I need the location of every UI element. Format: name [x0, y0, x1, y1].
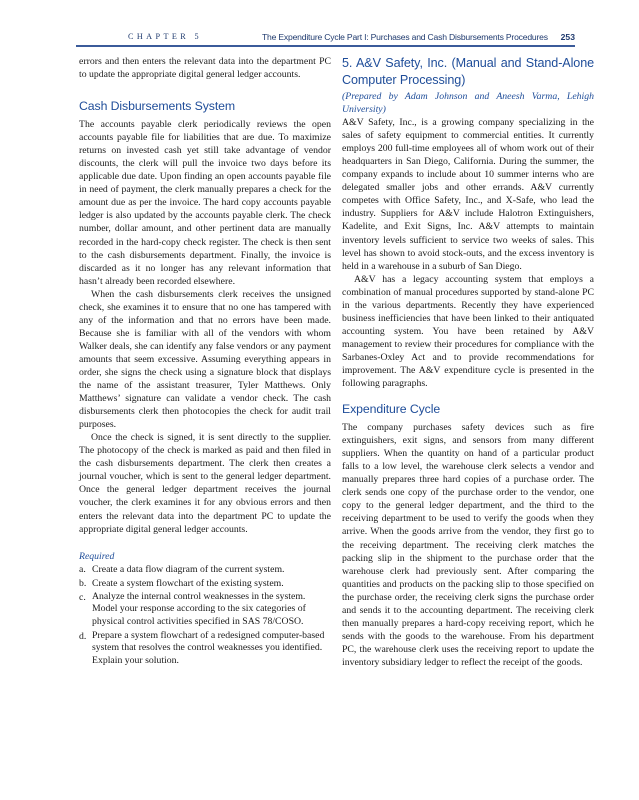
- section-heading-cash-disbursements: Cash Disbursements System: [79, 99, 236, 114]
- required-item-text: Prepare a system flowchart of a redesigned computer-based system that resolves the control weaknesses you identified. Explain your solution.: [92, 629, 325, 666]
- chapter-title: The Expenditure Cycle Part I: Purchases and Cash Disbursements Procedures: [262, 32, 548, 42]
- paragraph: When the cash disbursements clerk receives the unsigned check, she examines it to ensure that no one has tampered with any of the information and that no errors have been made. Because she is familiar with all of the vendors with whom Walker deals, she can identify any false vendors or any payment amounts that seem excessive. Assuming everything appears in order, she signs the check using a signature block that displays the name of the assistant treasurer, Tyler Matthews. Only Matthews’ signature can validate a vendor check. The cash disbursements clerk then photocopies the check for audit trail purposes.: [79, 288, 331, 431]
- required-item-label: c.: [79, 591, 86, 603]
- continued-paragraph: errors and then enters the relevant data into the department PC to update the appropriate digital general ledger accounts.: [79, 56, 331, 81]
- paragraph: The accounts payable clerk periodically reviews the open accounts payable file for liabilities that are due. To maximize returns on invested cash yet still take advantage of vendor discounts, the clerk will pull the invoice two days before its applicable due date. Upon finding an open accounts payable file in need of payment, the clerk manually prepares a check for the amount due as per the invoice. The hard copy accounts payable ledger is also updated by the accounts payable clerk. The check number, dollar amount, and other pertinent data are manually recorded in the hard-copy check register. The check is then sent to the cash disbursements department. Finally, the invoice is discarded as it no longer has any relevant information that hasn’t already been recorded elsewhere.: [79, 119, 331, 287]
- paragraph: Once the check is signed, it is sent directly to the supplier. The photocopy of the check is marked as paid and then filed in the cash disbursements department. The clerk then creates a journal voucher, which is sent to the general ledger department. Once the general ledger department receives the journal voucher, the clerk examines it for any obvious errors and then enters the relevant data into the department PC to update the appropriate digital general ledger accounts.: [79, 432, 331, 535]
- required-item: [79, 630, 331, 668]
- section-heading-expenditure-cycle: Expenditure Cycle: [342, 402, 441, 417]
- required-item: [79, 591, 331, 629]
- case-title: 5. A&V Safety, Inc. (Manual and Stand-Alone Computer Processing): [342, 56, 594, 87]
- required-heading: Required: [79, 550, 115, 562]
- required-item-text: Create a data flow diagram of the current system.: [92, 563, 285, 575]
- required-item-text: Create a system flowchart of the existing system.: [92, 577, 284, 589]
- required-item-text: Analyze the internal control weaknesses in the system. Model your response according to the six categories of physical control activities specified in SAS 78/COSO.: [92, 590, 306, 627]
- required-item: [79, 563, 331, 576]
- right-column: [342, 55, 594, 669]
- paragraph: A&V Safety, Inc., is a growing company specializing in the sales of safety equipment to commercial entities. It currently employs 200 full-time employees all of whom work out of their headquarters in San Diego, California. During the summer, the company expands to include about 10 summer interns who are delegated smaller jobs and other errands. A&V currently competes with Office Safety, Inc., and X-Safe, who lead the industry. Suppliers for A&V include Halotron Extinguishers, Kadelite, and Exit Signs, Inc. A&V attempts to maintain inventory levels sufficient to service two weeks of sales. This level has shown to avoid stock-outs, and the excess inventory is held in a warehouse in a suburb of San Diego.: [342, 117, 594, 272]
- chapter-label: CHAPTER 5: [128, 32, 203, 41]
- required-item: [79, 577, 331, 590]
- required-item-label: a.: [79, 563, 86, 575]
- required-item-label: b.: [79, 577, 87, 589]
- left-column: [79, 55, 331, 668]
- paragraph: The company purchases safety devices such as fire extinguishers, exit signs, and sensors from many different suppliers. When the quantity on hand of a particular product falls to a low level, the warehouse clerk selects a vendor and manually prepares three hard copies of a purchase order. The clerk sends one copy of the purchase order to the vendor, one copy to the general ledger department, and the third to the receiving department to be used to verify the goods when they arrive. When the goods arrive from the vendor, they first go to the receiving department. The receiving clerk matches the packing slip in the shipment to the purchase order that the warehouse clerk had previously sent. After comparing the quantities and products on the packing slip to those specified on the purchase order, the receiving clerk signs the purchase order and sends it to the accounting department. The receiving clerk then manually prepares a hard-copy receiving report, which he sends with the goods to the warehouse. From his department PC, the warehouse clerk uses the receiving report to update the inventory subsidiary ledger to reflect the receipt of the goods.: [342, 422, 594, 668]
- running-header: [76, 30, 575, 44]
- page-number: 253: [560, 32, 575, 42]
- case-byline: (Prepared by Adam Johnson and Aneesh Varma, Lehigh University): [342, 91, 594, 116]
- required-item-label: d.: [79, 630, 87, 642]
- header-rule: [76, 45, 575, 47]
- paragraph: A&V has a legacy accounting system that employs a combination of manual procedures supported by stand-alone PC in the various departments. Recently they have experienced business inefficiencies that have been linked to their antiquated accounting system. You have been retained by A&V management to review their procedures for compliance with the Sarbanes-Oxley Act and to provide recommendations for improvement. The A&V expenditure cycle is presented in the following paragraphs.: [342, 273, 594, 390]
